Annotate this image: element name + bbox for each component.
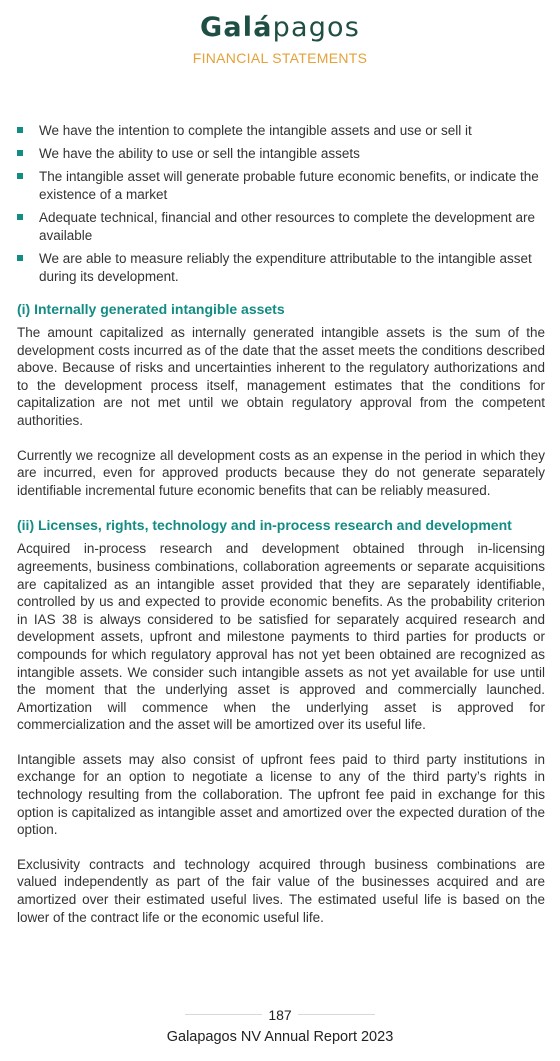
list-item	[17, 168, 545, 204]
logo-bold-part: Galá	[199, 12, 273, 43]
report-title: Galapagos NV Annual Report 2023	[166, 1029, 394, 1045]
bullet-square-icon	[17, 214, 23, 220]
section-heading-internally-generated: (i) Internally generated intangible assets	[17, 301, 285, 317]
paragraph: Exclusivity contracts and technology acquired through business combinations are valued independently as part of the fair value of the businesses acquired and are amortized over their estimated useful lives. The estimated useful life is based on the lower of the contract life or the economic useful life.	[17, 856, 545, 925]
paragraph: The amount capitalized as internally generated intangible assets is the sum of the development costs incurred as of the date that the asset meets the conditions described above. Because of risks and uncertainties inherent to the regulatory authorizations and to the development process itself, management estimates that the conditions for capitalization are not met until we obtain regulatory approval from the competent authorities.	[17, 325, 545, 428]
main-content	[17, 122, 545, 943]
page-number: 187	[262, 1005, 297, 1025]
list-item-text: The intangible asset will generate probable future economic benefits, or indicate the existence of a market	[39, 169, 539, 202]
paragraph: Acquired in-process research and development obtained through in-licensing agreements, business combinations, collaboration agreements or separate acquisitions are capitalized as an intangible asset provided that they are separately identifiable, controlled by us and expected to provide economic benefits. As the probability criterion in IAS 38 is always considered to be satisfied for separately acquired research and development assets, upfront and milestone payments to third parties for products or compounds for which regulatory approval has not yet been obtained are recognized as intangible assets. We consider such intangible assets as not yet available for use until the moment that the underlying asset is approved and commercially launched. Amortization will commence when the underlying asset is approved for commercialization and the asset will be amortized over its useful life.	[17, 541, 545, 733]
logo-light-part: pagos	[272, 12, 361, 43]
criteria-list	[17, 122, 545, 286]
bullet-square-icon	[17, 255, 23, 261]
bullet-square-icon	[17, 173, 23, 179]
list-item	[17, 145, 545, 163]
page-header	[0, 0, 560, 66]
paragraph: Intangible assets may also consist of upfront fees paid to third party institutions in exchange for an option to negotiate a license to any of the third party’s rights in technology resulting from the collaboration. The upfront fee paid in exchange for this option is capitalized as intangible asset and amortized over the expected duration of the option.	[17, 751, 545, 838]
list-item-text: We are able to measure reliably the expenditure attributable to the intangible asset during its development.	[39, 251, 532, 284]
list-item	[17, 209, 545, 245]
list-item	[17, 122, 545, 140]
section-heading-licenses: (ii) Licenses, rights, technology and in-process research and development	[17, 517, 512, 534]
page-footer	[0, 1004, 560, 1047]
paragraph: Currently we recognize all development costs as an expense in the period in which they are incurred, even for approved products because they do not generate separately identifiable incremental future economic benefits that can be reliably measured.	[17, 447, 545, 498]
section-subtitle: FINANCIAL STATEMENTS	[192, 50, 368, 66]
list-item-text: We have the intention to complete the intangible assets and use or sell it	[39, 123, 472, 138]
list-item-text: Adequate technical, financial and other resources to complete the development are available	[39, 210, 536, 243]
list-item	[17, 250, 545, 286]
bullet-square-icon	[17, 127, 23, 133]
list-item-text: We have the ability to use or sell the intangible assets	[39, 146, 360, 161]
galapagos-logo	[0, 12, 560, 44]
bullet-square-icon	[17, 150, 23, 156]
